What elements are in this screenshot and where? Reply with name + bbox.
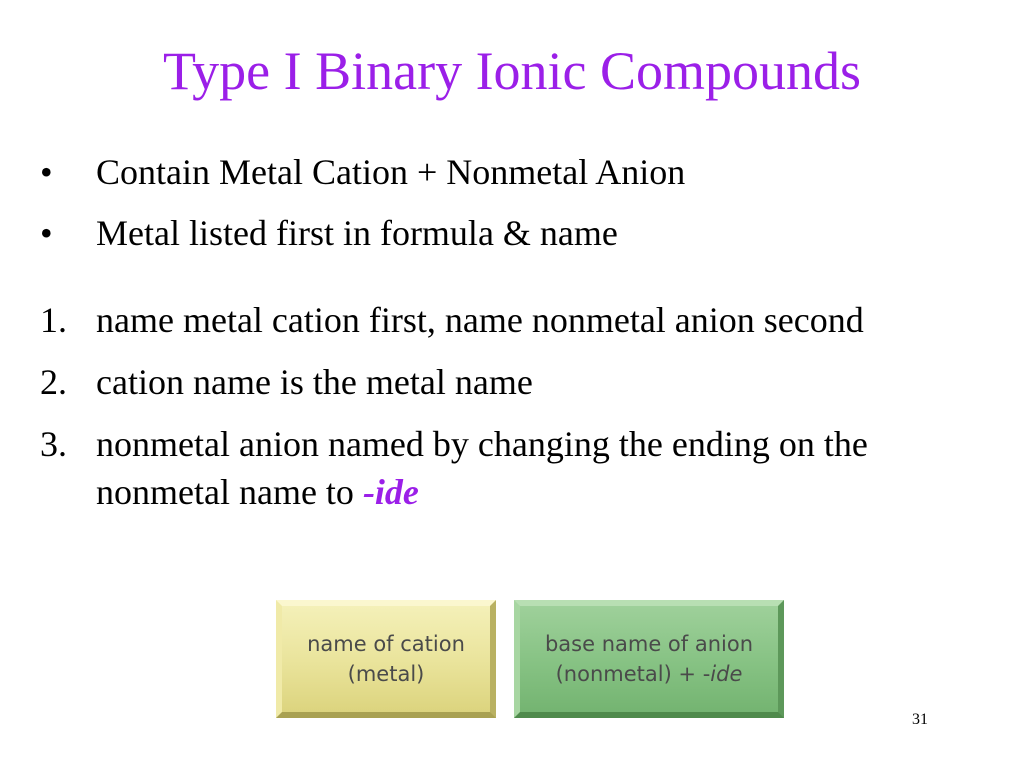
step-number: 1.	[40, 300, 67, 340]
cation-box-content	[307, 629, 465, 689]
bullet-item	[40, 148, 980, 196]
anion-box-line2-prefix: (nonmetal) + -	[555, 662, 711, 686]
anion-name-box	[514, 600, 784, 718]
step-item	[40, 420, 970, 516]
step-item	[40, 296, 970, 344]
slide-title: Type I Binary Ionic Compounds	[162, 41, 862, 101]
bullet-text: Contain Metal Cation + Nonmetal Anion	[96, 152, 686, 192]
numbered-steps	[40, 296, 970, 530]
step-item	[40, 358, 970, 406]
cation-name-box	[276, 600, 496, 718]
cation-box-line2: (metal)	[347, 662, 425, 686]
step-text: name metal cation first, name nonmetal anion second	[96, 300, 864, 340]
anion-box-line1: base name of anion	[544, 632, 754, 656]
bullet-list	[40, 148, 980, 270]
bullet-item	[40, 209, 980, 257]
anion-box-line2	[545, 659, 753, 689]
bullet-icon: •	[40, 213, 53, 253]
bullet-icon: •	[40, 152, 53, 192]
anion-box-content	[545, 629, 753, 689]
step-text: nonmetal anion named by changing the ending on the nonmetal name to	[96, 424, 868, 512]
step-number: 2.	[40, 362, 67, 402]
step-number: 3.	[40, 424, 67, 464]
ide-suffix-emphasis: -ide	[362, 472, 419, 512]
anion-box-ide-suffix: ide	[710, 662, 743, 686]
step-text: cation name is the metal name	[96, 362, 533, 402]
cation-box-line1: name of cation	[307, 632, 465, 656]
bullet-text: Metal listed first in formula & name	[96, 213, 618, 253]
page-number: 31	[912, 711, 928, 728]
